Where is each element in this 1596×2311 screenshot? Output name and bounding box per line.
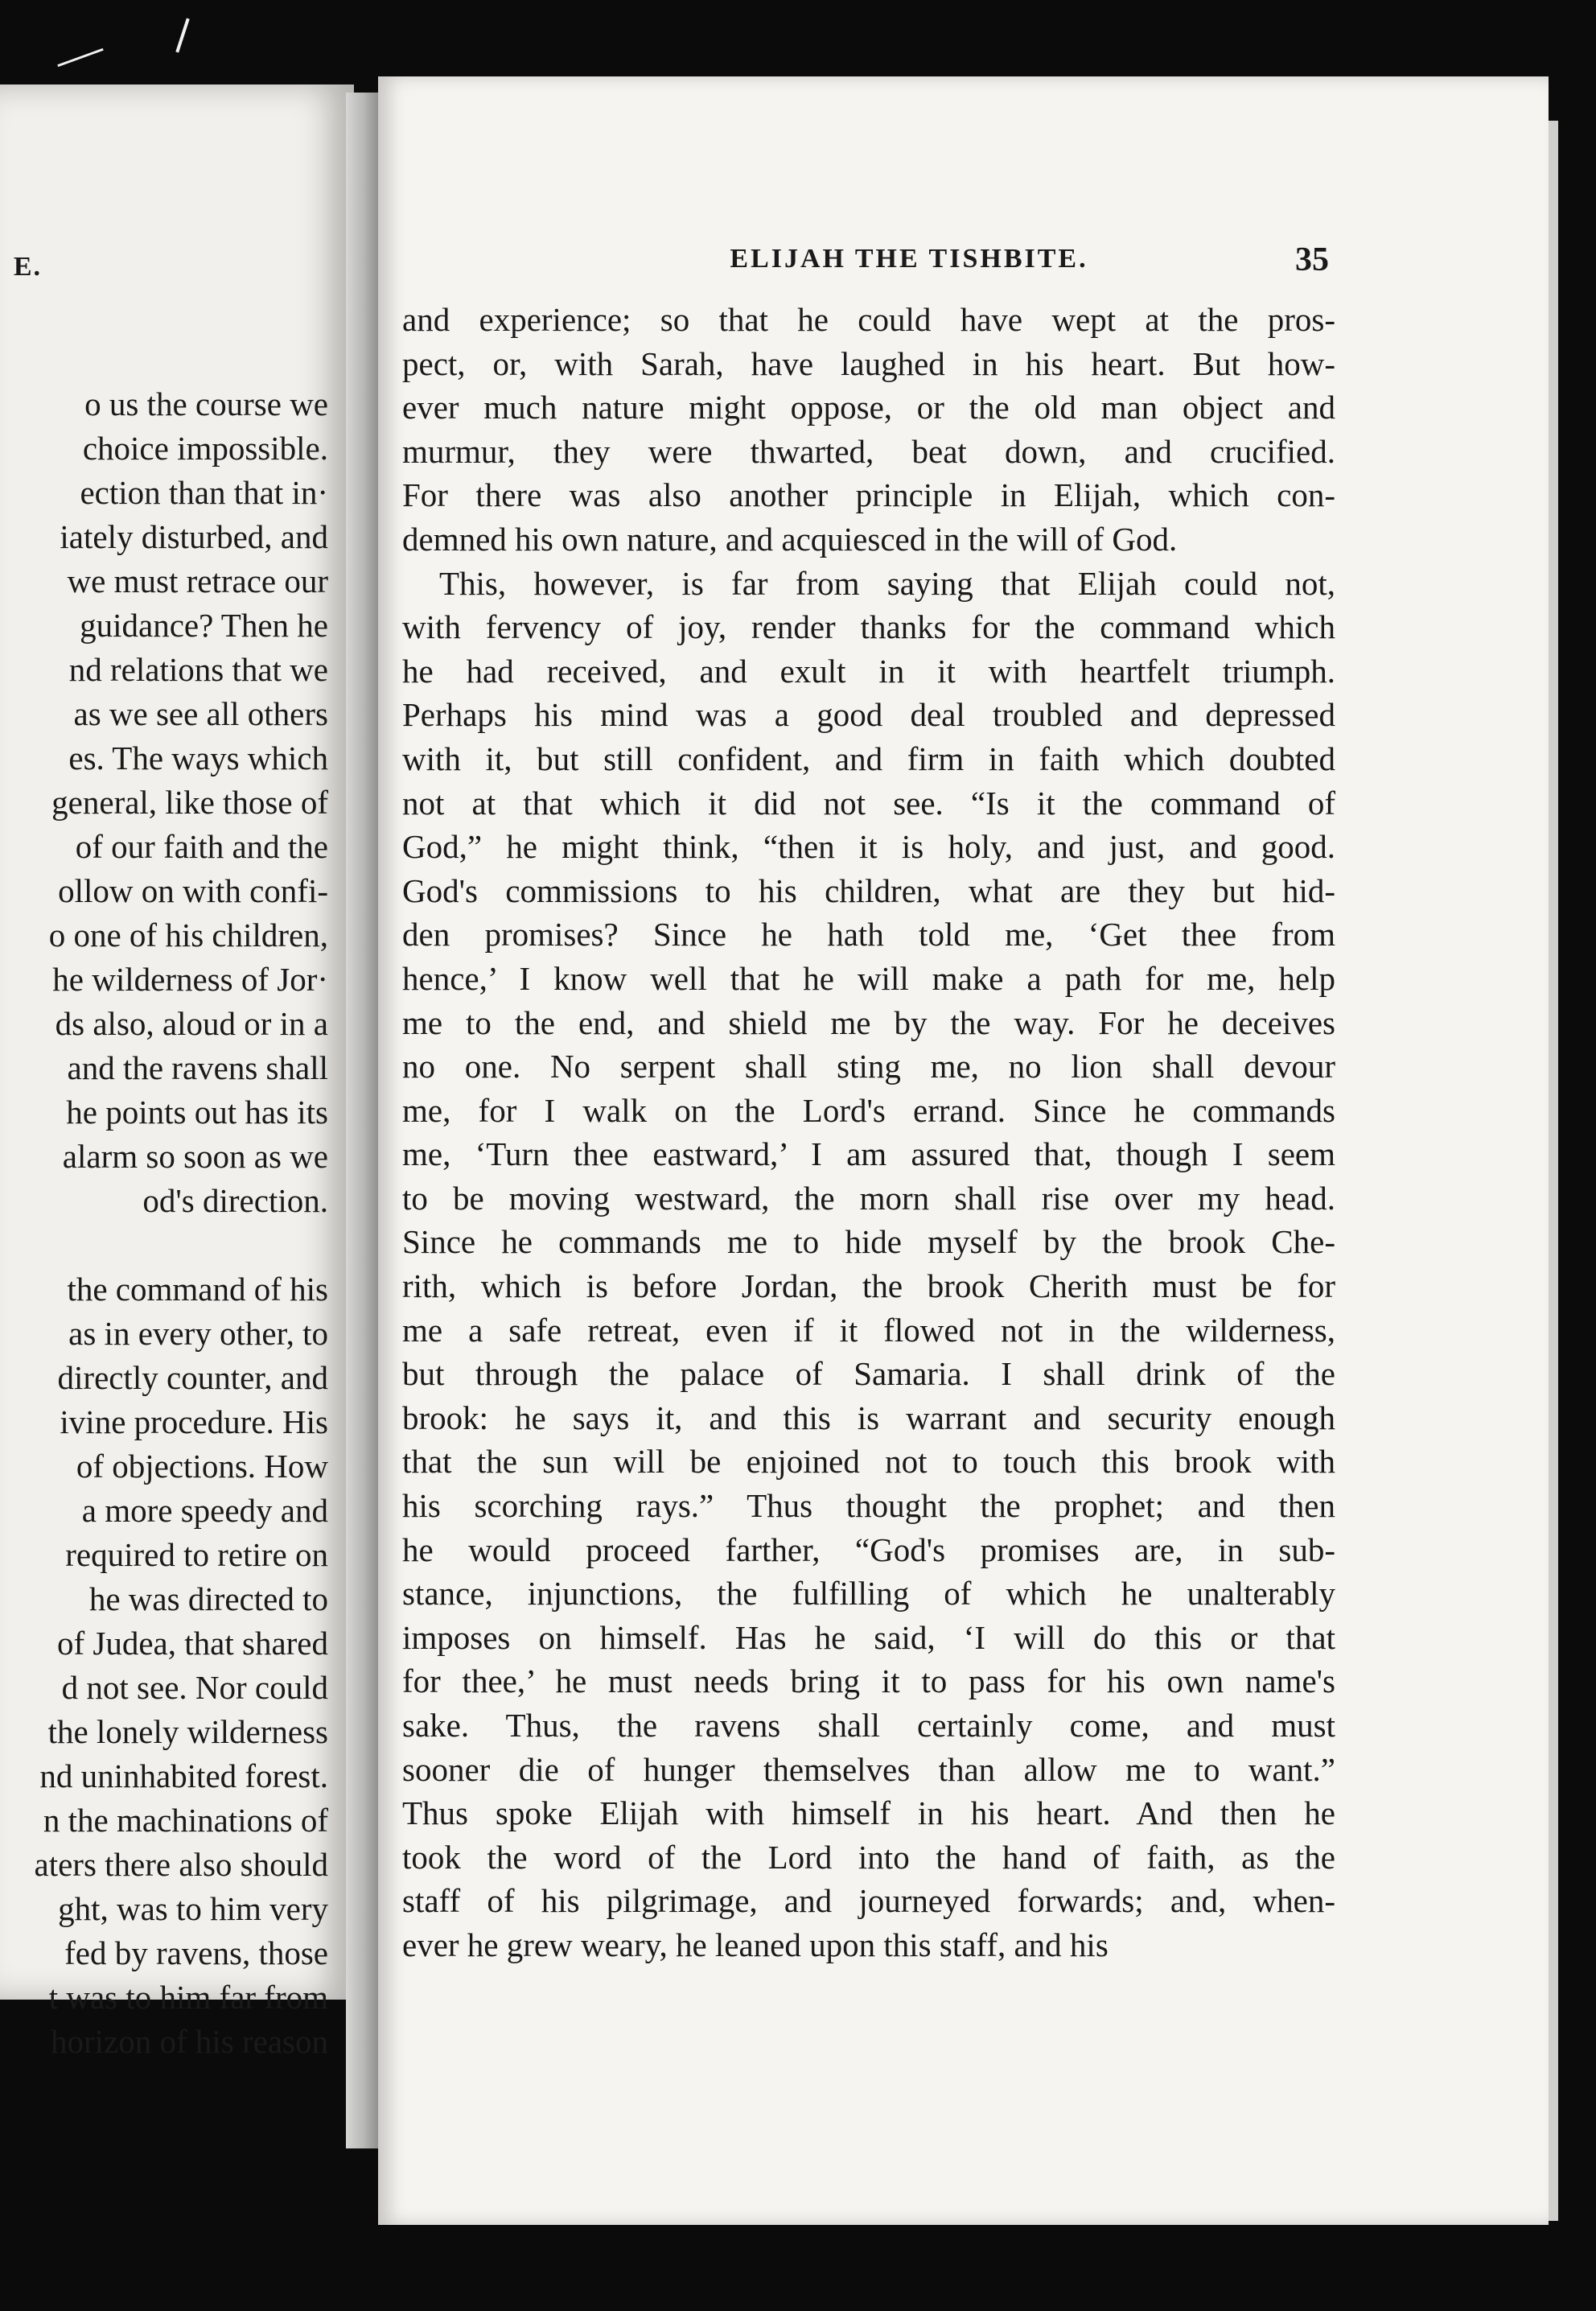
text-line: sake. Thus, the ravens shall certainly come, and must — [402, 1707, 1335, 1744]
text-line: he would proceed farther, “God's promises are, in sub- — [402, 1530, 1335, 1568]
left-text-line: choice impossible. — [82, 430, 328, 467]
text-line: God,” he might think, “then it is holy, and just, and good. — [402, 828, 1335, 866]
text-line: staff of his pilgrimage, and journeyed forwards; and, when- — [402, 1882, 1335, 1920]
left-text-line: es. The ways which — [68, 739, 328, 777]
left-text-line: n the machinations of — [43, 1802, 328, 1839]
left-text-line: he was directed to — [88, 1580, 328, 1617]
left-text-line: directly counter, and — [57, 1359, 328, 1396]
text-line: for thee,’ he must needs bring it to pass for his own name's — [402, 1662, 1335, 1700]
text-line: murmur, they were thwarted, beat down, and crucified. — [402, 432, 1335, 470]
left-page — [0, 84, 354, 2060]
left-text-line: o one of his children, — [48, 917, 328, 954]
text-line: that the sun will be enjoined not to touch this brook with — [402, 1443, 1335, 1481]
left-text-line: the lonely wilderness — [47, 1713, 328, 1750]
left-text-line: required to retire on — [65, 1536, 328, 1573]
left-text-line: nd uninhabited forest. — [39, 1757, 328, 1794]
body-text — [402, 298, 1335, 1967]
text-line: Since he commands me to hide myself by the brook Che- — [402, 1223, 1335, 1261]
scan-mark — [175, 18, 189, 52]
right-page — [378, 76, 1549, 2225]
text-line: pect, or, with Sarah, have laughed in his heart. But how- — [402, 344, 1335, 382]
left-text-line: as we see all others — [73, 695, 328, 732]
text-line: his scorching rays.” Thus thought the prophet; and then — [402, 1487, 1335, 1525]
left-page-text — [0, 382, 328, 2064]
left-text-line: he points out has its — [66, 1094, 328, 1131]
left-text-line: fed by ravens, those — [64, 1934, 328, 1971]
paragraph-gap — [0, 1223, 328, 1267]
page-header — [378, 241, 1549, 284]
left-page-header: E. — [13, 252, 42, 282]
text-line: me a safe retreat, even if it flowed not in the wilderness, — [402, 1311, 1335, 1349]
left-text-line: ection than that in· — [80, 474, 328, 511]
running-title: ELIJAH THE TISHBITE. — [730, 244, 1088, 274]
left-text-line: the command of his — [67, 1271, 328, 1308]
left-text-line: a more speedy and — [81, 1492, 328, 1529]
left-text-line: ds also, aloud or in a — [55, 1005, 328, 1042]
left-text-line: of our faith and the — [75, 828, 328, 865]
page-edge — [1549, 121, 1558, 2221]
left-text-line: of Judea, that shared — [57, 1625, 328, 1662]
left-text-line: iately disturbed, and — [60, 518, 328, 555]
text-line: Perhaps his mind was a good deal troubled and depressed — [402, 696, 1335, 734]
left-text-line: guidance? Then he — [80, 607, 328, 644]
text-line: to be moving westward, the morn shall rise over my head. — [402, 1179, 1335, 1217]
left-text-line: d not see. Nor could — [61, 1669, 328, 1706]
text-line: me, ‘Turn thee eastward,’ I am assured that, though I seem — [402, 1135, 1335, 1173]
text-line: God's commissions to his children, what are they but hid- — [402, 871, 1335, 909]
left-text-line: horizon of his reason — [51, 2023, 328, 2060]
scan-mark — [57, 48, 103, 67]
text-line: brook: he says it, and this is warrant and security enough — [402, 1399, 1335, 1436]
text-line: and experience; so that he could have wept at the pros- — [402, 301, 1335, 338]
text-line: me to the end, and shield me by the way. For he deceives — [402, 1003, 1335, 1041]
text-line: ever much nature might oppose, or the old man object and — [402, 389, 1335, 426]
text-line: took the word of the Lord into the hand of faith, as the — [402, 1838, 1335, 1876]
left-text-line: nd relations that we — [68, 651, 328, 688]
left-text-line: o us the course we — [84, 385, 328, 422]
text-line: ever he grew weary, he leaned upon this staff, and his — [402, 1926, 1109, 1963]
left-text-line: as in every other, to — [68, 1315, 328, 1352]
left-text-line: of objections. How — [76, 1448, 328, 1485]
text-line: me, for I walk on the Lord's errand. Since he commands — [402, 1091, 1335, 1129]
left-text-line: aters there also should — [34, 1846, 328, 1883]
left-text-line: we must retrace our — [67, 562, 328, 599]
text-line: no one. No serpent shall sting me, no lion shall devour — [402, 1048, 1335, 1085]
text-line: Thus spoke Elijah with himself in his heart. And then he — [402, 1794, 1335, 1832]
left-text-line: alarm so soon as we — [62, 1138, 328, 1175]
text-line: This, however, is far from saying that Elijah could not, — [439, 564, 1335, 602]
text-line: imposes on himself. Has he said, ‘I will do this or that — [402, 1618, 1335, 1656]
text-line: For there was also another principle in Elijah, which con- — [402, 476, 1335, 514]
left-text-line: ollow on with confi- — [58, 872, 328, 909]
text-line: sooner die of hunger themselves than allow me to want.” — [402, 1750, 1335, 1788]
page-number: 35 — [1295, 241, 1329, 278]
left-text-line: ivine procedure. His — [60, 1403, 328, 1440]
left-text-line: t was to him far from — [48, 1979, 328, 2016]
left-text-line: ght, was to him very — [58, 1890, 328, 1927]
text-line: stance, injunctions, the fulfilling of which he unalterably — [402, 1575, 1335, 1613]
left-text-line: he wilderness of Jor· — [52, 961, 328, 998]
text-line: but through the palace of Samaria. I shall drink of the — [402, 1355, 1335, 1393]
text-line: hence,’ I know well that he will make a path for me, help — [402, 959, 1335, 997]
left-text-line: and the ravens shall — [67, 1049, 328, 1086]
text-line: rith, which is before Jordan, the brook Cherith must be for — [402, 1267, 1335, 1305]
text-line: not at that which it did not see. “Is it the command of — [402, 784, 1335, 822]
text-line: den promises? Since he hath told me, ‘Get thee from — [402, 916, 1335, 954]
text-line: with fervency of joy, render thanks for the command which — [402, 608, 1335, 646]
left-text-line: od's direction. — [142, 1182, 328, 1219]
text-line: he had received, and exult in it with heartfelt triumph. — [402, 652, 1335, 690]
left-text-line: general, like those of — [51, 784, 328, 821]
text-line: with it, but still confident, and firm in faith which doubted — [402, 739, 1335, 777]
text-line: demned his own nature, and acquiesced in the will of God. — [402, 520, 1178, 558]
